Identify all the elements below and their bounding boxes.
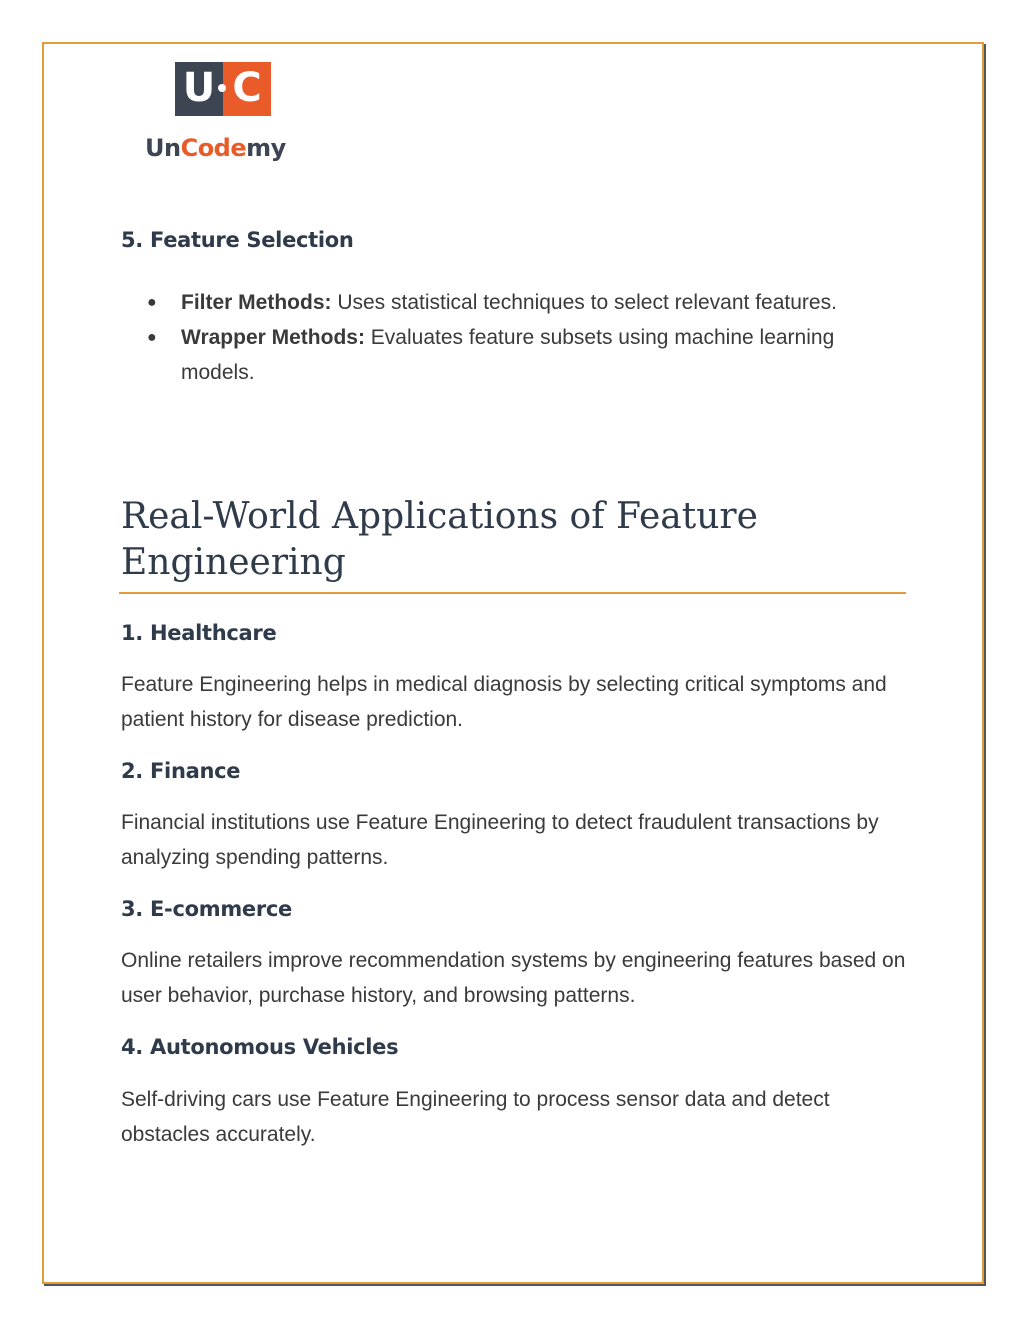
- ecommerce-heading: 3. E-commerce: [121, 897, 292, 921]
- ecommerce-text: Online retailers improve recommendation systems by engineering features based on user behavior, purchase history, and browsing patterns.: [121, 949, 906, 1007]
- list-item-text: Uses statistical techniques to select relevant features.: [331, 291, 837, 314]
- feature-selection-list: [121, 285, 881, 390]
- logo-wordmark: [145, 134, 286, 162]
- finance-text: Financial institutions use Feature Engineering to detect fraudulent transactions by analyzing spending patterns.: [121, 811, 879, 869]
- title-underline: [119, 592, 906, 594]
- autonomous-vehicles-text: Self-driving cars use Feature Engineering to process sensor data and detect obstacles accurately.: [121, 1088, 830, 1146]
- logo-word-my: my: [246, 134, 286, 162]
- list-item: [121, 285, 881, 320]
- logo-c-box: [223, 62, 271, 116]
- uncodemy-logo: [145, 62, 305, 162]
- list-item-text: Evaluates feature subsets using machine learning models.: [181, 326, 835, 384]
- logo-dot: [218, 84, 226, 92]
- healthcare-text: Feature Engineering helps in medical diagnosis by selecting critical symptoms and patient history for disease prediction.: [121, 673, 887, 731]
- list-item-term: Filter Methods:: [181, 291, 332, 314]
- autonomous-vehicles-heading: 4. Autonomous Vehicles: [121, 1035, 399, 1059]
- logo-word-code: Code: [180, 134, 247, 162]
- logo-c-letter: C: [232, 65, 262, 111]
- list-item-term: Wrapper Methods:: [181, 326, 365, 349]
- healthcare-heading: 1. Healthcare: [121, 621, 277, 645]
- bullet-icon: ●: [147, 329, 157, 346]
- logo-u-box: [175, 62, 223, 116]
- finance-heading: 2. Finance: [121, 759, 241, 783]
- feature-selection-heading: 5. Feature Selection: [121, 228, 354, 252]
- list-item: [121, 320, 881, 390]
- logo-u-letter: U: [182, 65, 216, 111]
- bullet-icon: ●: [147, 294, 157, 311]
- logo-word-un: Un: [145, 134, 181, 162]
- applications-title: Real-World Applications of Feature Engineering: [121, 496, 758, 583]
